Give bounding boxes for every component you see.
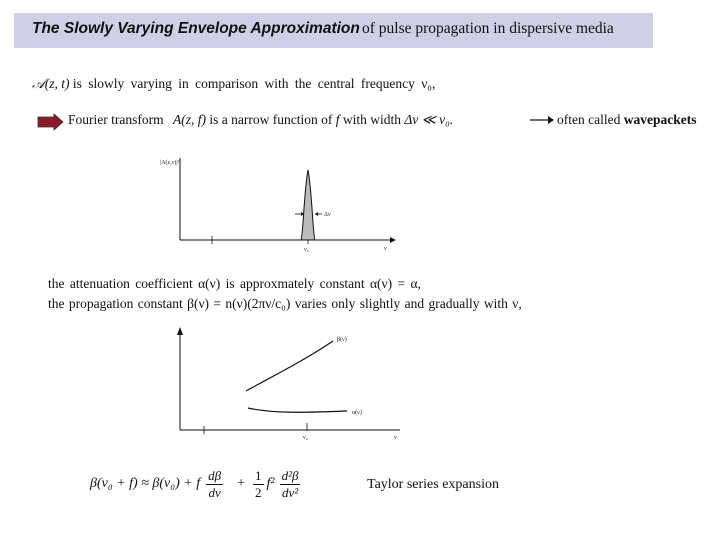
- fig1-width-label: Δν: [324, 212, 331, 218]
- line-2-text1: Fourier transform: [68, 112, 164, 127]
- eq-half-den: 2: [255, 484, 262, 500]
- figure-beta-alpha: [170, 325, 410, 440]
- line-2-math: A(z, f): [172, 112, 206, 127]
- eq-lhs: β(ν₀ + f) ≈ β(ν₀) + f: [90, 476, 201, 491]
- fig1-xlabel: ν: [384, 246, 387, 252]
- figure-spectrum: [150, 150, 400, 255]
- red-arrow-icon: [38, 114, 64, 130]
- line-2-bold: wavepackets: [623, 112, 697, 127]
- line-4: the propagation constant β(ν) = n(ν)(2πν/c₀) varies only slightly and gradually with ν,: [48, 296, 522, 311]
- title-bold-text: The Slowly Varying Envelope Approximation: [32, 20, 360, 37]
- fig2-alpha-label: α(ν): [352, 410, 362, 416]
- taylor-equation: [90, 461, 300, 507]
- fig1-pulse-peak: [301, 170, 315, 240]
- fig2-xlabel: ν: [394, 435, 397, 441]
- fig1-peak-label: ν₀: [304, 247, 309, 253]
- eq-frac1-num: dβ: [208, 467, 222, 483]
- fig2-tick-label: ν₀: [303, 435, 308, 441]
- small-arrow-icon: [530, 115, 554, 125]
- fig2-beta-label: β(ν): [337, 337, 347, 343]
- eq-half: [253, 468, 264, 501]
- line-1: [32, 76, 435, 92]
- line-2-text4: often called: [557, 112, 621, 127]
- eq-frac2-num: d²β: [281, 467, 299, 483]
- line-2-math3: Δν ≪ ν₀.: [404, 112, 454, 127]
- eq-half-num: 1: [255, 467, 262, 483]
- fig1-ylabel: |A(z,ν)|²: [160, 160, 180, 166]
- eq-f2: f²: [266, 476, 275, 491]
- taylor-caption: Taylor series expansion: [367, 477, 499, 492]
- line-2-text2: is a narrow function of: [209, 112, 333, 127]
- line-2-math2: f: [335, 112, 340, 127]
- line-2-tail: [557, 112, 696, 128]
- eq-frac2: [280, 468, 301, 501]
- eq-frac2-den: dν²: [281, 484, 299, 500]
- title-rest-text: of pulse propagation in dispersive media: [362, 20, 614, 37]
- line-2-text3: with width: [342, 112, 401, 127]
- eq-plus: +: [237, 476, 246, 491]
- eq-frac1: [206, 468, 223, 501]
- line-3: the attenuation coefficient α(ν) is approxmately constant α(ν) = α,: [48, 276, 421, 291]
- eq-frac1-den: dν: [208, 484, 221, 500]
- line-2: [68, 112, 453, 128]
- fig2-beta-curve: [246, 341, 333, 391]
- line-1-math: 𝒜(z, t): [32, 76, 70, 91]
- line-1-text: is slowly varying in comparison with the central frequency ν₀,: [72, 76, 436, 91]
- fig2-alpha-curve: [248, 408, 347, 412]
